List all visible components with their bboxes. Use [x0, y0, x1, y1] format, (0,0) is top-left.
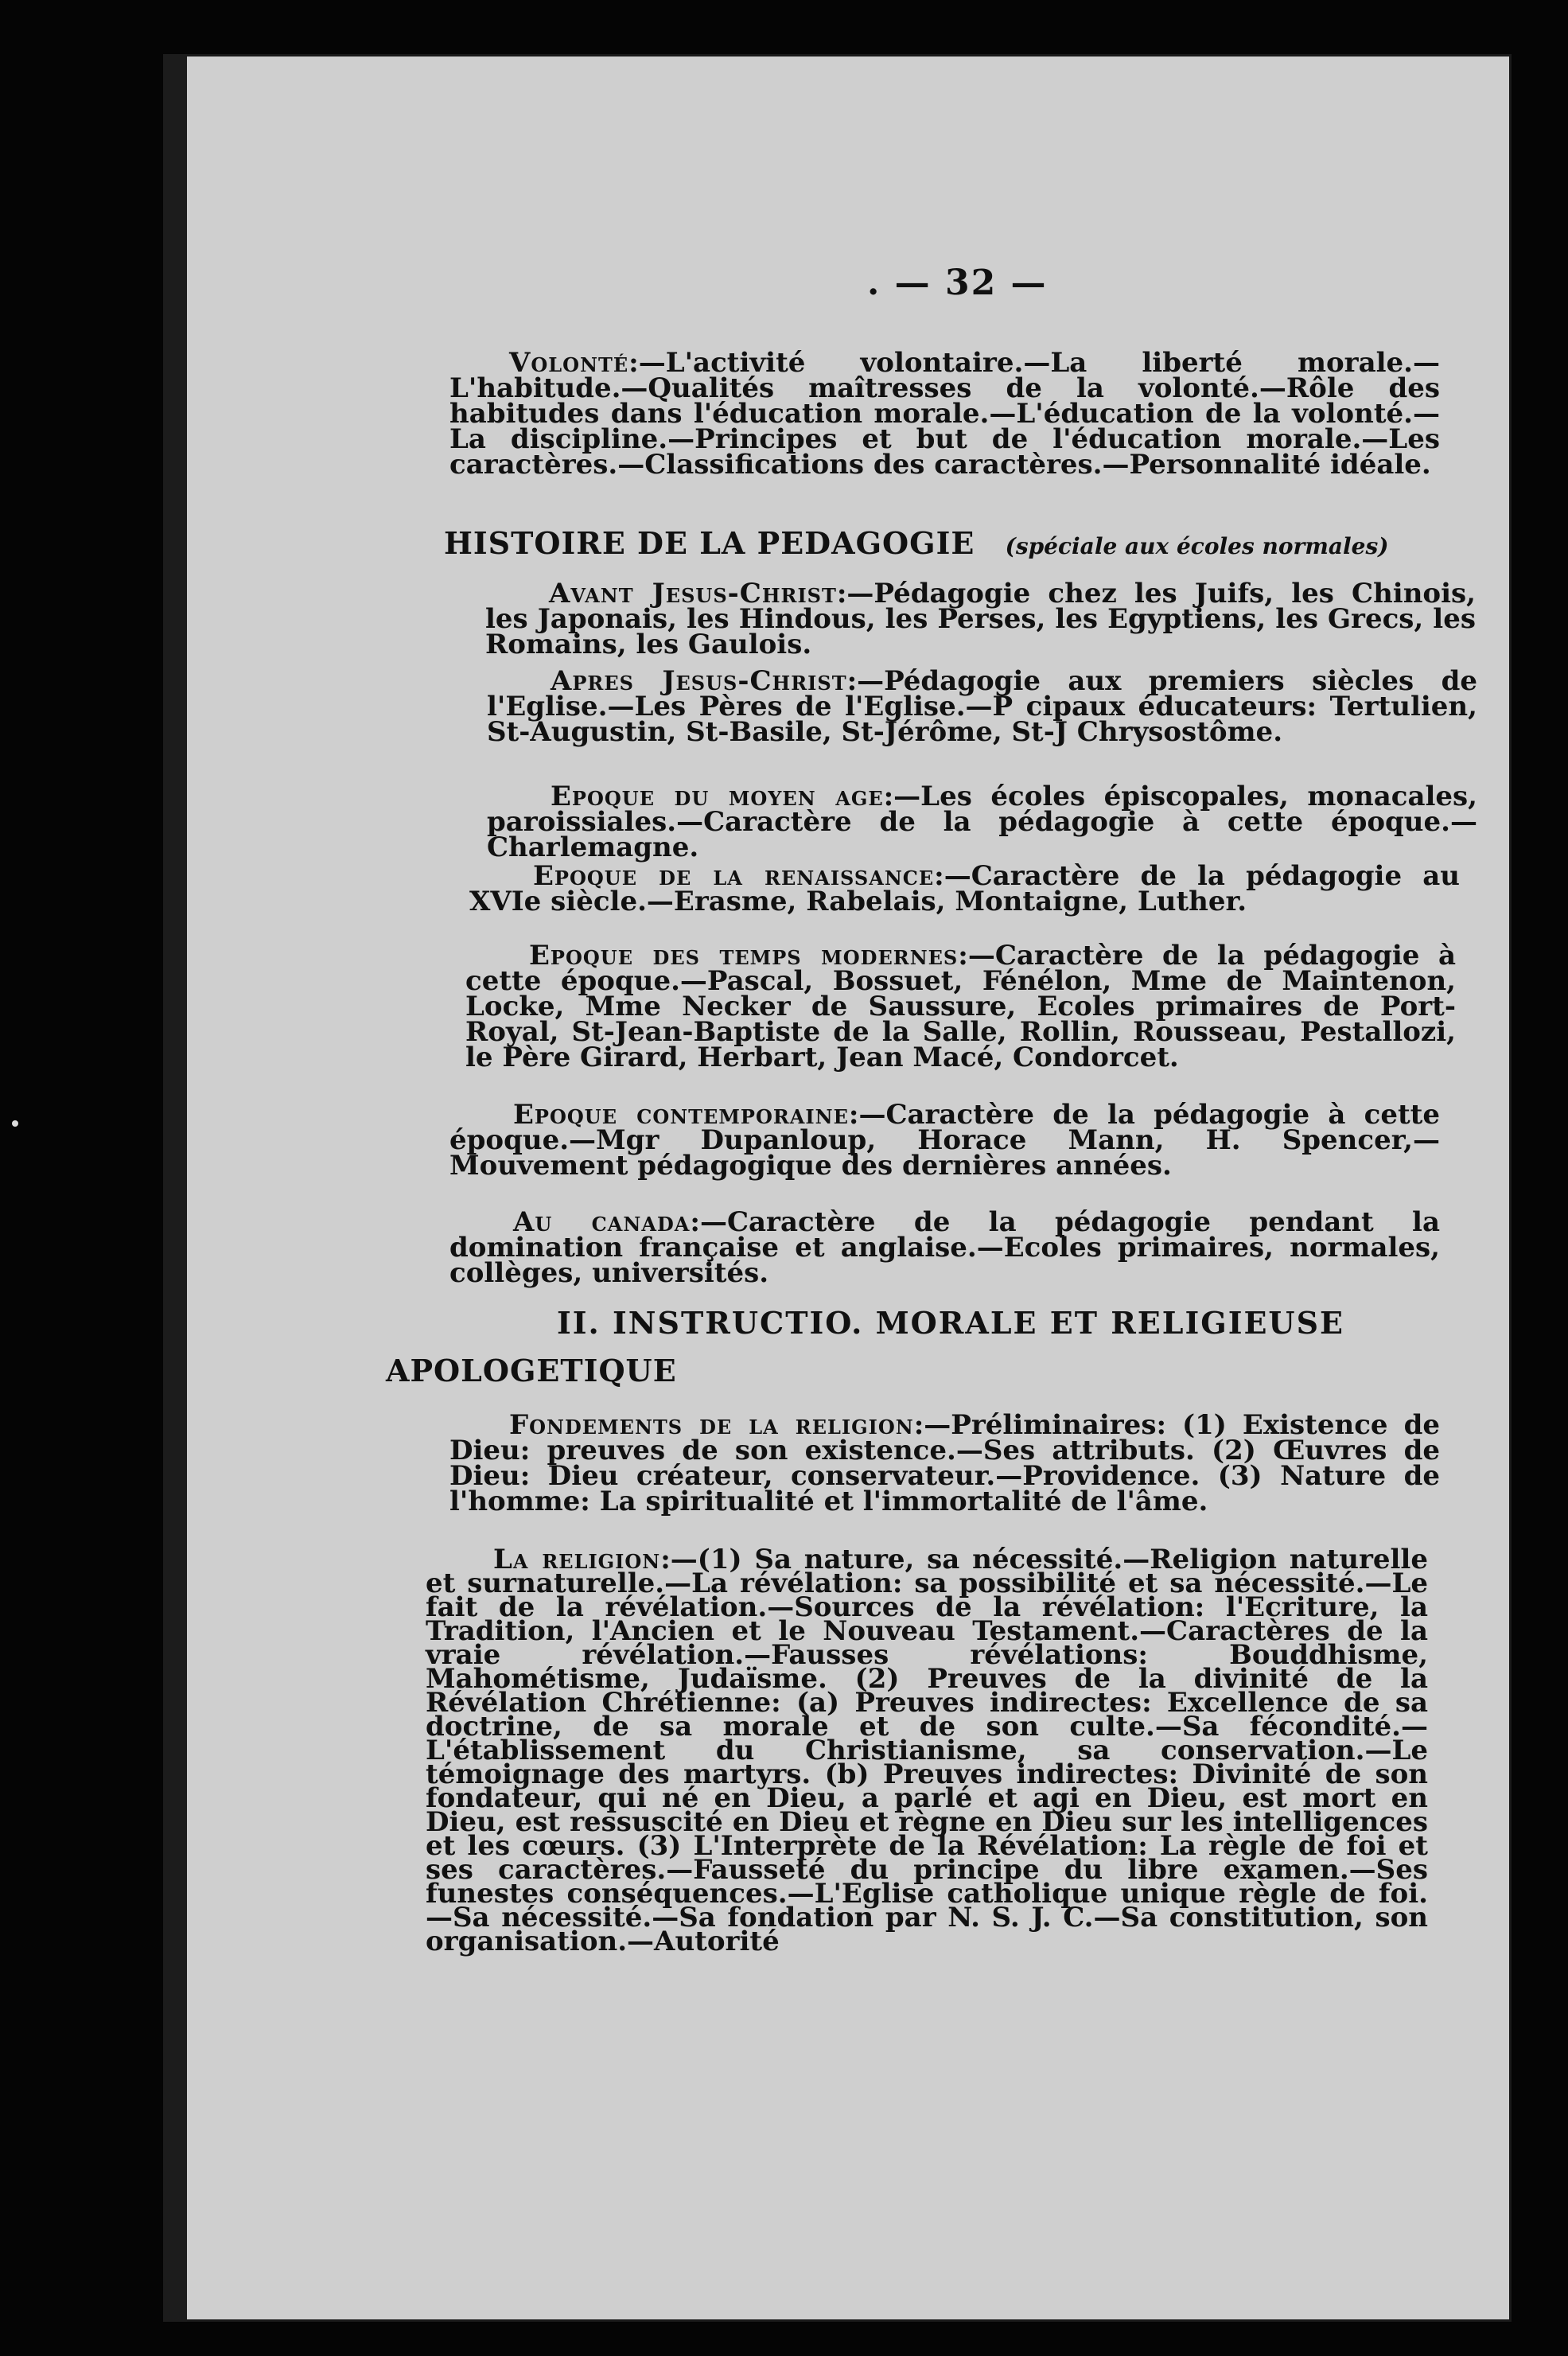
section-text: :—Caractère de la pédagogie à cette époque.—Pascal, Bossuet, Fénélon, Mme de Maintenon, Locke, Mme Necker de Saussure, Ecoles primaires de Port-Royal, St-Jean-Baptiste de la Salle, Rollin, Rousseau, Pestallozi, le Père Girard, Herbart, Jean Macé, Condorcet.: [465, 940, 1456, 1073]
heading-histoire-sub: (spéciale aux écoles normales): [1005, 533, 1389, 559]
section-lead: Avant Jesus-Christ: [549, 578, 837, 609]
intro-paragraph: [449, 347, 1440, 481]
religion-paragraph: [426, 1544, 1428, 1957]
heading-instruction: II. INSTRUCTIO. MORALE ET RELIGIEUSE: [557, 1305, 1344, 1341]
intro-lead: Volonté: [509, 347, 629, 379]
section-text: :—Pédagogie chez les Juifs, les Chinois, les Japonais, les Hindous, les Perses, les Egyptiens, les Grecs, les Romains, les Gaulois.: [485, 578, 1476, 660]
religion-text: :—(1) Sa nature, sa nécessité.—Religion naturelle et surnaturelle.—La révélation: sa possibilité et sa nécessité.—Le fait de la révélation.—Sources de la révélation: l'Ecriture, la Tradition, l'Ancien et le Nouveau Testament.—Caractères de la vraie révélation.—Fausses révélations: Bouddhisme, Mahométisme, Judaïsme. (2) Preuves de la divinité de la Révélation Chrétienne: (a) Preuves indirectes: Excellence de sa doctrine, de sa morale et de son culte.—Sa fécondité.—L'établissement du Christianisme, sa conservation.—Le témoignage des martyrs. (b) Preuves indirectes: Divinité de son fondateur, qui né en Dieu, a parlé et agi en Dieu, est mort en Dieu, est ressuscité en Dieu et règne en Dieu sur les intelligences et les cœurs. (3) L'Interprète de la Révélation: La règle de foi et ses caractères.—Fausseté du principe du libre examen.—Ses funestes conséquences.—L'Eglise catholique unique règle de foi.—Sa nécessité.—Sa fondation par N. S. J. C.—Sa constitution, son organisation.—Autorité: [426, 1544, 1428, 1957]
page-number: . — 32 —: [867, 263, 1048, 303]
fondements-lead: Fondements de la religion: [509, 1409, 914, 1441]
section-text: :—Les écoles épiscopales, monacales, paroissiales.—Caractère de la pédagogie à cette époque.—Charlemagne.: [487, 781, 1477, 863]
section-renaissance: [469, 860, 1460, 917]
section-lead: Au canada: [513, 1206, 691, 1238]
heading-apologetique: APOLOGETIQUE: [386, 1353, 677, 1388]
heading-histoire: [444, 525, 1430, 561]
section-moyen-age: [487, 781, 1477, 863]
section-lead: Epoque des temps modernes: [529, 940, 959, 972]
fondements-text: :—Préliminaires: (1) Existence de Dieu: preuves de son existence.—Ses attributs. (2) Œuvres de Dieu: Dieu créateur, conservateur.—Providence. (3) Nature de l'homme: La spiritualité et l'immortalité de l'âme.: [449, 1409, 1440, 1517]
fondements-paragraph: [449, 1409, 1440, 1517]
section-text: :—Caractère de la pédagogie au XVIe siècle.—Erasme, Rabelais, Montaigne, Luther.: [469, 860, 1460, 917]
section-modernes: [465, 940, 1456, 1073]
intro-text: :—L'activité volontaire.—La liberté morale.—L'habitude.—Qualités maîtresses de la volonté.—Rôle des habitudes dans l'éducation morale.—L'éducation de la volonté.—La discipline.—Principes et but de l'éducation morale.—Les caractères.—Classifications des caractères.—Personnalité idéale.: [449, 347, 1440, 481]
heading-histoire-title: HISTOIRE DE LA PEDAGOGIE: [444, 525, 975, 561]
religion-lead: La religion: [493, 1544, 661, 1575]
section-lead: Epoque du moyen age: [551, 781, 884, 812]
section-avant: [485, 578, 1476, 660]
section-text: :—Caractère de la pédagogie à cette époque.—Mgr Dupanloup, Horace Mann, H. Spencer,—Mouvement pédagogique des dernières années.: [449, 1099, 1441, 1182]
section-contemporaine: [449, 1099, 1441, 1182]
dust-speck: [12, 1120, 18, 1127]
section-text: :—Pédagogie aux premiers siècles de l'Eglise.—Les Pères de l'Eglise.—P cipaux éducateurs: Tertulien, St-Augustin, St-Basile, St-Jérôme, St-J Chrysostôme.: [487, 665, 1477, 748]
section-canada: [449, 1206, 1440, 1289]
section-apres: [487, 665, 1477, 748]
section-text: :—Caractère de la pédagogie pendant la domination française et anglaise.—Ecoles primaires, normales, collèges, universités.: [449, 1206, 1440, 1289]
section-lead: Apres Jesus-Christ: [551, 665, 847, 697]
section-lead: Epoque contemporaine: [513, 1099, 849, 1131]
section-lead: Epoque de la renaissance: [533, 860, 935, 892]
